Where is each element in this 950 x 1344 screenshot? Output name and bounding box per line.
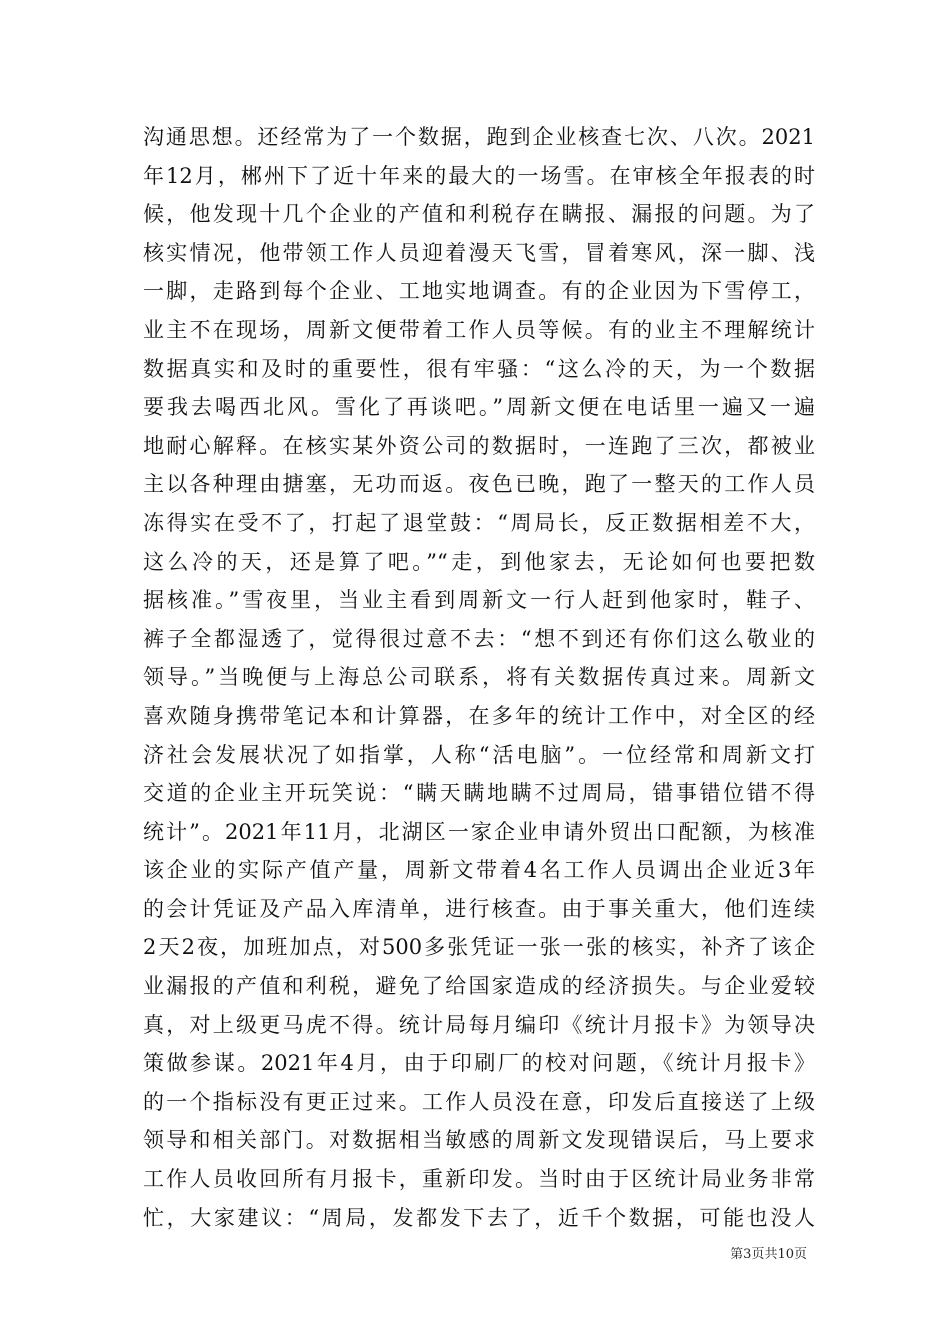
text-line-3: 候，他发现十几个企业的产值和利税存在瞒报、漏报的问题。为了 xyxy=(143,202,815,227)
text-line-25: 策做参谋。2021年4月，由于印刷厂的校对问题，《统计月报卡》 xyxy=(143,1051,815,1076)
text-line-9: 地耐心解释。在核实某外资公司的数据时，一连跑了三次，都被业 xyxy=(143,433,815,458)
text-line-11: 冻得实在受不了，打起了退堂鼓：“周局长，反正数据相差不大， xyxy=(143,510,815,535)
text-line-15: 领导。”当晚便与上海总公司联系，将有关数据传真过来。周新文 xyxy=(143,665,815,690)
page-number-footer: 第3页共10页 xyxy=(730,1247,807,1262)
text-line-24: 真，对上级更马虎不得。统计局每月编印《统计月报卡》为领导决 xyxy=(143,1012,815,1037)
text-line-6: 业主不在现场，周新文便带着工作人员等候。有的业主不理解统计 xyxy=(143,317,815,342)
text-line-26: 的一个指标没有更正过来。工作人员没在意，印发后直接送了上级 xyxy=(143,1089,815,1114)
text-line-27: 领导和相关部门。对数据相当敏感的周新文发现错误后，马上要求 xyxy=(143,1128,815,1153)
text-line-10: 主以各种理由搪塞，无功而返。夜色已晚，跑了一整天的工作人员 xyxy=(143,472,815,497)
text-line-2: 年12月，郴州下了近十年来的最大的一场雪。在审核全年报表的时 xyxy=(143,163,815,188)
text-line-23: 业漏报的产值和利税，避免了给国家造成的经济损失。与企业爱较 xyxy=(143,974,815,999)
text-line-13: 据核准。”雪夜里，当业主看到周新文一行人赶到他家时，鞋子、 xyxy=(143,588,815,613)
text-line-4: 核实情况，他带领工作人员迎着漫天飞雪，冒着寒风，深一脚、浅 xyxy=(143,240,815,265)
text-line-22: 2天2夜，加班加点，对500多张凭证一张一张的核实，补齐了该企 xyxy=(143,935,815,960)
text-line-21: 的会计凭证及产品入库清单，进行核查。由于事关重大，他们连续 xyxy=(143,896,815,921)
body-paragraph xyxy=(143,118,815,1237)
text-line-28: 工作人员收回所有月报卡，重新印发。当时由于区统计局业务非常 xyxy=(143,1167,815,1192)
text-line-1: 沟通思想。还经常为了一个数据，跑到企业核查七次、八次。2021 xyxy=(143,125,815,149)
text-line-8: 要我去喝西北风。雪化了再谈吧。”周新文便在电话里一遍又一遍 xyxy=(143,395,815,420)
text-line-7: 数据真实和及时的重要性，很有牢骚：“这么冷的天，为一个数据 xyxy=(143,356,815,381)
text-line-14: 裤子全都湿透了，觉得很过意不去：“想不到还有你们这么敬业的 xyxy=(143,626,815,651)
text-line-16: 喜欢随身携带笔记本和计算器，在多年的统计工作中，对全区的经 xyxy=(143,703,815,728)
text-line-29: 忙，大家建议：“周局，发都发下去了，近千个数据，可能也没人 xyxy=(143,1205,815,1230)
text-line-19: 统计”。2021年11月，北湖区一家企业申请外贸出口配额，为核准 xyxy=(143,819,815,844)
text-line-20: 该企业的实际产值产量，周新文带着4名工作人员调出企业近3年 xyxy=(143,858,815,883)
text-line-5: 一脚，走路到每个企业、工地实地调查。有的企业因为下雪停工， xyxy=(143,279,815,304)
text-line-12: 这么冷的天，还是算了吧。”“走，到他家去，无论如何也要把数 xyxy=(143,549,815,574)
text-line-17: 济社会发展状况了如指掌，人称“活电脑”。一位经常和周新文打 xyxy=(143,742,815,767)
text-line-18: 交道的企业主开玩笑说：“瞒天瞒地瞒不过周局，错事错位错不得 xyxy=(143,781,815,806)
